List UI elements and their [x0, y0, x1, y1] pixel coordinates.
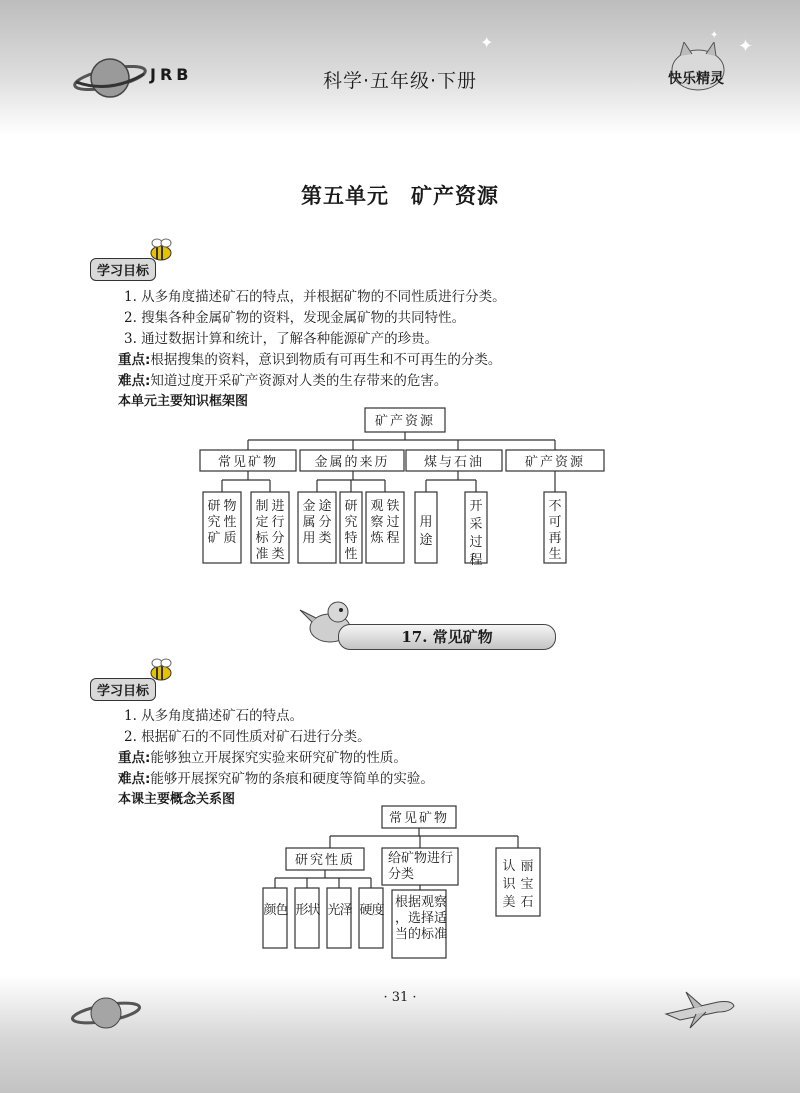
page-number: · 31 · [383, 990, 417, 1005]
learning-goals-tag: 学习目标 [90, 258, 156, 281]
diagram2-leaf-label: 颜色 [263, 903, 289, 918]
goal-1: 1. 从多角度描述矿石的特点，并根据矿物的不同性质进行分类。 [124, 289, 506, 305]
diagram2-root-label: 常见矿物 [388, 811, 450, 826]
header-title: 科学·五年级·下册 [322, 70, 478, 92]
diagram1-leaf-label: 研究矿物性质 [207, 499, 237, 546]
key-label: 重点: [118, 750, 151, 766]
learning-goals-tag: 学习目标 [90, 678, 156, 701]
diagram2-leaf-box [295, 888, 319, 948]
lesson-banner [338, 624, 556, 650]
concept-title: 本课主要概念关系图 [118, 792, 236, 807]
diagram1-leaf-label: 用途 [419, 515, 433, 548]
planet-icon [66, 988, 146, 1038]
key-label: 重点: [118, 352, 151, 368]
key-point [118, 348, 501, 368]
diagram1-leaf-label: 制定标准进行分类 [255, 499, 285, 562]
diagram1-leaf-label: 金属用途分类 [302, 499, 332, 546]
diagram2-leaf-label: 光泽 [327, 903, 353, 918]
goal-3: 3. 通过数据计算和统计，了解各种能源矿产的珍贵。 [124, 331, 439, 347]
key-point [118, 746, 407, 766]
unit-title: 第五单元 矿产资源 [301, 183, 499, 208]
svg-text:✦: ✦ [738, 36, 754, 57]
diagram1-branch-label: 矿产资源 [524, 455, 586, 470]
diagram2-leaf-label: 硬度 [359, 903, 385, 918]
goal-2: 2. 搜集各种金属矿物的资料，发现金属矿物的共同特性。 [124, 310, 466, 326]
diagram1-branch-label: 煤与石油 [423, 455, 485, 470]
diagram2-branch-label: 研究性质 [294, 853, 356, 868]
key-text: 能够独立开展探究实验来研究矿物的性质。 [150, 750, 407, 766]
concept-diagram [0, 800, 800, 965]
difficulty-text: 能够开展探究矿物的条痕和硬度等简单的实验。 [150, 771, 434, 787]
diagram2-leaf-box [263, 888, 287, 948]
difficulty-label: 难点: [118, 771, 151, 787]
diagram2-leaf-label: 根据观察，选择适当的标准 [395, 895, 448, 942]
diagram1-branch-label: 金属的来历 [314, 455, 390, 470]
key-text: 根据搜集的资料，意识到物质有可再生和不可再生的分类。 [150, 352, 502, 368]
diagram2-branch-label: 给矿物进行分类 [388, 851, 454, 882]
goal-2: 2. 根据矿石的不同性质对矿石进行分类。 [124, 729, 371, 745]
logo-text: 快乐精灵 [668, 71, 724, 87]
diagram1-root-label: 矿产资源 [374, 414, 436, 429]
diagram2-branch-label: 认识美丽宝石 [502, 859, 534, 910]
diagram1-leaf-label: 研究特性 [344, 499, 358, 562]
diagram2-leaf-box [359, 888, 383, 948]
difficulty-point [118, 767, 434, 787]
difficulty-text: 知道过度开采矿产资源对人类的生存带来的危害。 [150, 373, 448, 389]
lesson-title: 17. 常见矿物 [401, 628, 493, 646]
difficulty-label: 难点: [118, 373, 151, 389]
diagram2-leaf-box [327, 888, 351, 948]
svg-text:✦: ✦ [710, 30, 719, 41]
brand-text: JRB [150, 65, 193, 84]
unit-framework-diagram [0, 400, 800, 575]
svg-text:✦: ✦ [480, 33, 494, 52]
diagram1-leaf-label: 不可再生 [548, 499, 562, 562]
diagram2-leaf-label: 形状 [295, 903, 321, 918]
space-shuttle-icon [660, 984, 740, 1034]
diagram1-leaf-label: 观察炼铁过程 [370, 499, 400, 546]
diagram1-branch-label: 常见矿物 [217, 455, 279, 470]
diagram1-leaf-label: 开采过程 [469, 499, 483, 568]
framework-title: 本单元主要知识框架图 [118, 394, 249, 409]
difficulty-point [118, 369, 447, 389]
goal-1: 1. 从多角度描述矿石的特点。 [124, 708, 304, 724]
